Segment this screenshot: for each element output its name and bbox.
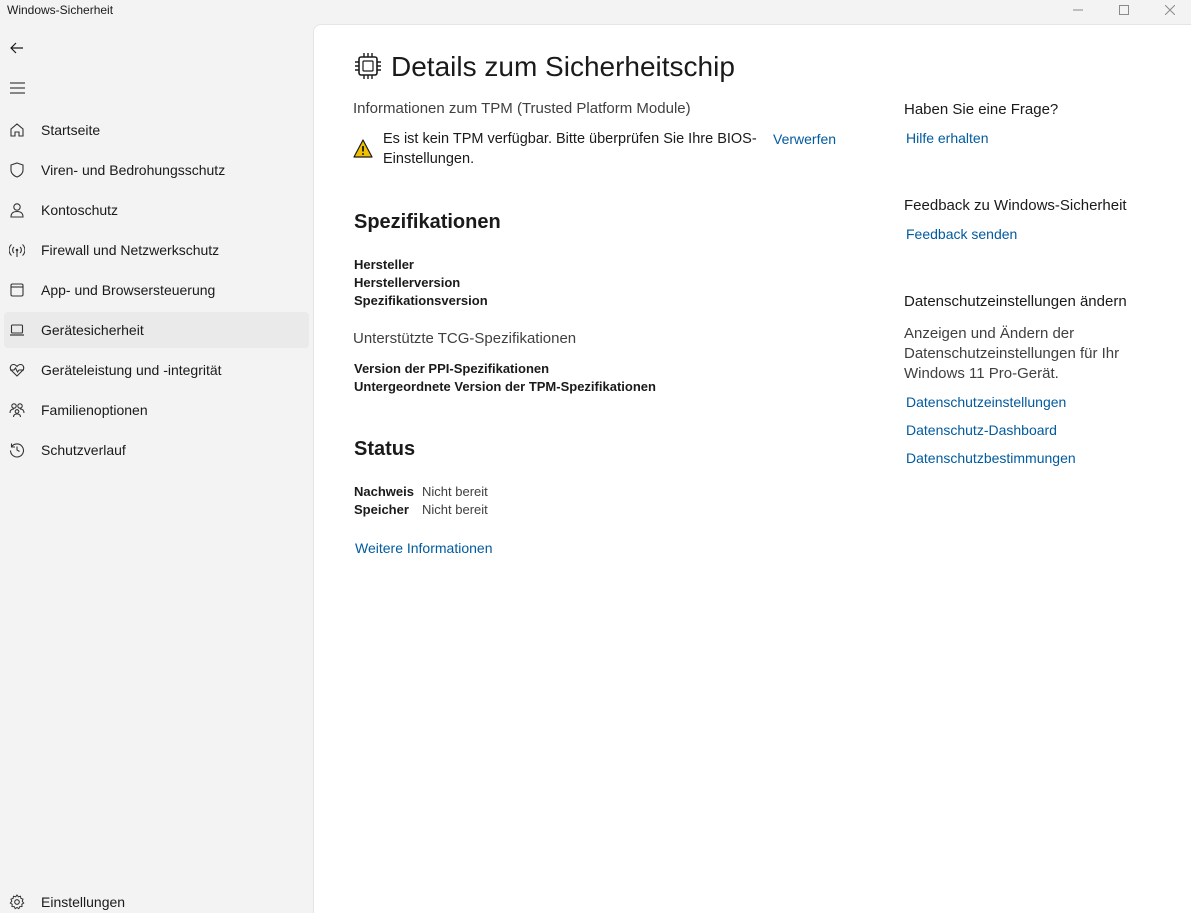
sidebar-item-firewall[interactable] bbox=[4, 232, 309, 268]
spec-field-herstellerversion: Herstellerversion bbox=[354, 275, 461, 290]
status-value-speicher: Nicht bereit bbox=[422, 502, 488, 517]
sidebar-item-kontoschutz[interactable] bbox=[4, 192, 309, 228]
tpm-subtitle: Informationen zum TPM (Trusted Platform Module) bbox=[353, 100, 691, 117]
maximize-icon bbox=[1119, 5, 1129, 15]
sidebar-item-startseite[interactable] bbox=[4, 112, 309, 148]
history-icon bbox=[8, 441, 26, 459]
person-icon bbox=[8, 201, 26, 219]
dismiss-link[interactable]: Verwerfen bbox=[773, 131, 837, 147]
sidebar-item-label: Geräteleistung und -integrität bbox=[41, 362, 222, 378]
sidebar-item-label: Einstellungen bbox=[41, 894, 126, 910]
back-button[interactable] bbox=[6, 37, 28, 59]
sidebar-item-label: Viren- und Bedrohungsschutz bbox=[41, 162, 226, 178]
hamburger-icon bbox=[10, 82, 25, 94]
sidebar-item-einstellungen[interactable] bbox=[4, 884, 309, 913]
close-button[interactable] bbox=[1147, 0, 1191, 20]
sidebar-item-label: Familienoptionen bbox=[41, 402, 148, 418]
heart-pulse-icon bbox=[8, 361, 26, 379]
sidebar-item-label: Gerätesicherheit bbox=[41, 322, 144, 338]
status-value-nachweis: Nicht bereit bbox=[422, 484, 488, 499]
close-icon bbox=[1165, 5, 1175, 15]
chip-icon bbox=[354, 52, 382, 80]
sidebar-item-app-browser[interactable] bbox=[4, 272, 309, 308]
spec-field-hersteller: Hersteller bbox=[354, 257, 414, 272]
sidebar-item-label: Schutzverlauf bbox=[41, 442, 126, 458]
title-bar bbox=[0, 0, 1191, 24]
status-label-nachweis: Nachweis bbox=[354, 484, 414, 499]
app-window-icon bbox=[8, 281, 26, 299]
status-heading: Status bbox=[354, 438, 416, 460]
warning-message: Es ist kein TPM verfügbar. Bitte überprüfen Sie Ihre BIOS-Einstellungen. bbox=[383, 131, 757, 167]
sidebar-item-familienoptionen[interactable] bbox=[4, 392, 309, 428]
sidebar-item-geraetesicherheit[interactable] bbox=[4, 312, 309, 348]
sidebar-item-schutzverlauf[interactable] bbox=[4, 432, 309, 468]
home-icon bbox=[8, 121, 26, 139]
gear-icon bbox=[8, 893, 26, 911]
wifi-icon bbox=[8, 241, 26, 259]
page-title: Details zum Sicherheitschip bbox=[391, 51, 735, 82]
more-info-link[interactable]: Weitere Informationen bbox=[355, 540, 493, 556]
tcg-heading: Unterstützte TCG-Spezifikationen bbox=[353, 330, 577, 347]
tcg-field-ppi: Version der PPI-Spezifikationen bbox=[354, 361, 550, 376]
minimize-icon bbox=[1073, 5, 1083, 15]
window-title: Windows-Sicherheit bbox=[7, 3, 114, 17]
specs-heading: Spezifikationen bbox=[354, 211, 501, 233]
sidebar-item-geraeteleistung[interactable] bbox=[4, 352, 309, 388]
privacy-settings-link[interactable]: Datenschutzeinstellungen bbox=[906, 394, 1067, 410]
privacy-statement-link[interactable]: Datenschutzbestimmungen bbox=[906, 450, 1076, 466]
feedback-heading: Feedback zu Windows-Sicherheit bbox=[904, 197, 1127, 214]
sidebar bbox=[0, 24, 313, 913]
sidebar-item-label: Kontoschutz bbox=[41, 202, 119, 218]
tcg-field-tpm: Untergeordnete Version der TPM-Spezifikationen bbox=[354, 379, 656, 394]
main-content bbox=[313, 24, 1191, 913]
family-icon bbox=[8, 401, 26, 419]
privacy-heading: Datenschutzeinstellungen ändern bbox=[904, 293, 1127, 310]
back-arrow-icon bbox=[10, 42, 24, 54]
help-link[interactable]: Hilfe erhalten bbox=[906, 130, 989, 146]
privacy-dashboard-link[interactable]: Datenschutz-Dashboard bbox=[906, 422, 1057, 438]
minimize-button[interactable] bbox=[1055, 0, 1101, 20]
question-heading: Haben Sie eine Frage? bbox=[904, 101, 1059, 118]
sidebar-item-label: App- und Browsersteuerung bbox=[41, 282, 216, 298]
feedback-link[interactable]: Feedback senden bbox=[906, 226, 1018, 242]
warning-icon bbox=[353, 139, 373, 159]
shield-icon bbox=[8, 161, 26, 179]
privacy-description: Anzeigen und Ändern der Datenschutzeinstellungen für Ihr Windows 11 Pro-Gerät. bbox=[904, 325, 1120, 382]
laptop-icon bbox=[8, 321, 26, 339]
status-label-speicher: Speicher bbox=[354, 502, 409, 517]
sidebar-item-label: Firewall und Netzwerkschutz bbox=[41, 242, 220, 258]
maximize-button[interactable] bbox=[1101, 0, 1147, 20]
spec-field-spezifikationsversion: Spezifikationsversion bbox=[354, 293, 488, 308]
sidebar-item-label: Startseite bbox=[41, 122, 101, 138]
hamburger-menu-button[interactable] bbox=[6, 77, 28, 99]
sidebar-item-virenschutz[interactable] bbox=[4, 152, 309, 188]
